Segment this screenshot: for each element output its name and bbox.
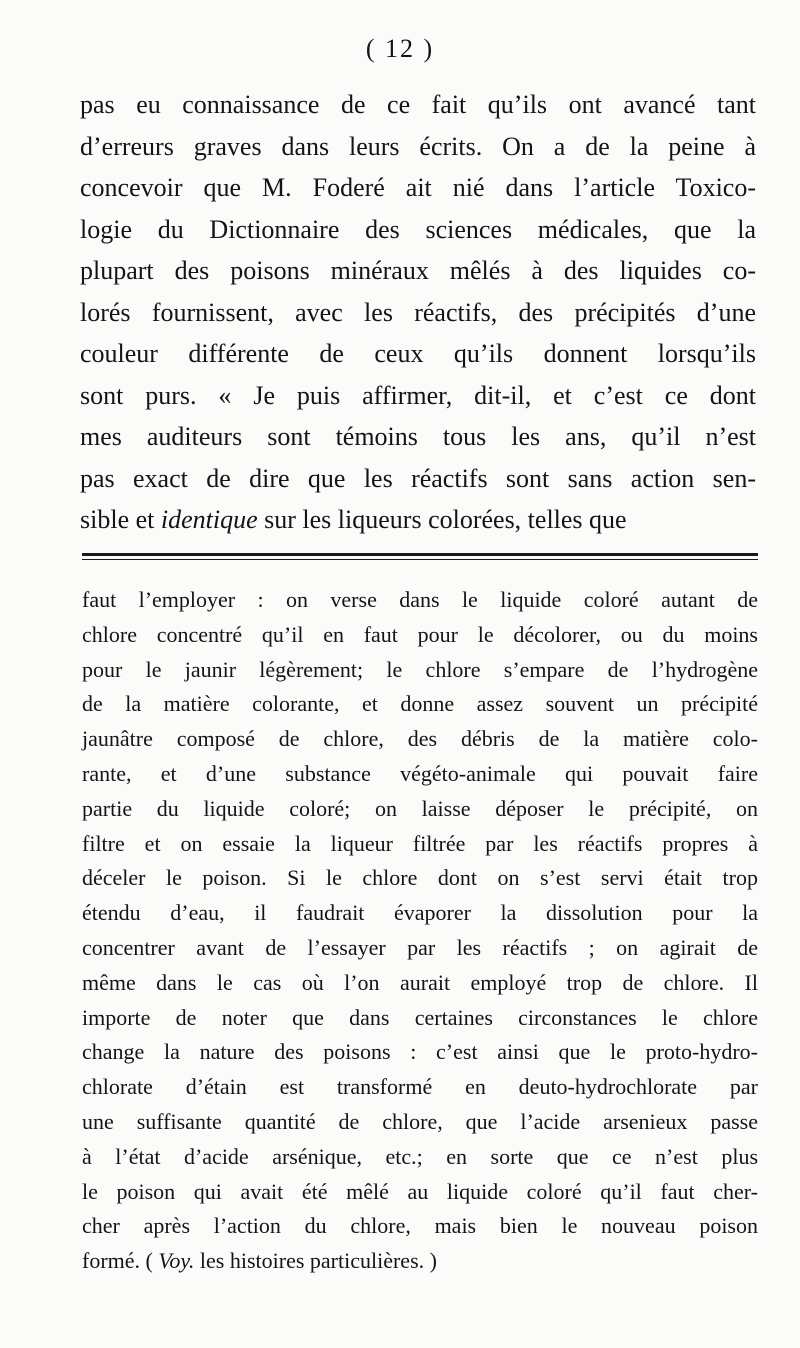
footnote-line: filtre et on essaie la liqueur filtrée par les réactifs propres à <box>82 830 758 856</box>
main-text-line: pas eu connaissance de ce fait qu’ils ont avancé tant <box>80 90 756 119</box>
main-text-line: pas exact de dire que les réactifs sont sans action sen- <box>80 463 756 493</box>
footnote-text <box>82 583 758 1279</box>
footnote-line: faut l’employer : on verse dans le liquide coloré autant de <box>82 587 758 612</box>
footnote-line: déceler le poison. Si le chlore dont on s’est servi était trop <box>82 865 758 891</box>
footnote-line: rante, et d’une substance végéto-animale qui pouvait faire <box>82 760 758 786</box>
footnote-line: même dans le cas où l’on aurait employé trop de chlore. Il <box>82 969 758 995</box>
footnote-last-line-end: les histoires particulières. ) <box>194 1248 437 1274</box>
main-text-line: lorés fournissent, avec les réactifs, des précipités d’une <box>80 297 756 327</box>
footnote-last-line-start: formé. ( <box>82 1248 159 1274</box>
footnote-separator-thin <box>82 559 758 560</box>
footnote-line: à l’état d’acide arsénique, etc.; en sorte que ce n’est plus <box>82 1143 758 1169</box>
main-text-line: d’erreurs graves dans leurs écrits. On a de la peine à <box>80 131 756 161</box>
footnote-line: cher après l’action du chlore, mais bien le nouveau poison <box>82 1213 758 1239</box>
main-text-last-line <box>80 499 756 541</box>
footnote-line: une suffisante quantité de chlore, que l’acide arsenieux passe <box>82 1108 758 1134</box>
footnote-line: partie du liquide coloré; on laisse déposer le précipité, on <box>82 795 758 821</box>
main-text-line: mes auditeurs sont témoins tous les ans, qu’il n’est <box>80 422 756 451</box>
main-last-line-start: sible et <box>80 505 161 534</box>
footnote-line: concentrer avant de l’essayer par les réactifs ; on agirait de <box>82 934 758 960</box>
main-text-line: sont purs. « Je puis affirmer, dit-il, et c’est ce dont <box>80 380 756 410</box>
footnote-line: chlore concentré qu’il en faut pour le décolorer, ou du moins <box>82 621 758 647</box>
footnote-line: importe de noter que dans certaines circonstances le chlore <box>82 1004 758 1030</box>
footnote-line: jaunâtre composé de chlore, des débris de la matière colo- <box>82 726 758 752</box>
main-text-line: couleur différente de ceux qu’ils donnent lorsqu’ils <box>80 339 756 368</box>
main-last-line-end: sur les liqueurs colorées, telles que <box>257 505 627 534</box>
page-number: ( 12 ) <box>365 34 435 63</box>
main-text-line: concevoir que M. Foderé ait nié dans l’article Toxico- <box>80 173 756 202</box>
footnote-line: change la nature des poisons : c’est ainsi que le proto-hydro- <box>82 1039 758 1065</box>
main-text <box>80 84 756 541</box>
footnote-line: chlorate d’étain est transformé en deuto-hydrochlorate par <box>82 1074 758 1100</box>
main-text-line: logie du Dictionnaire des sciences médicales, que la <box>80 214 756 244</box>
footnote-line: de la matière colorante, et donne assez souvent un précipité <box>82 691 758 717</box>
italic-word-voy: Voy. <box>158 1248 195 1274</box>
footnote-line: étendu d’eau, il faudrait évaporer la dissolution pour la <box>82 900 758 926</box>
footnote-separator-thick <box>82 553 758 556</box>
main-text-line: plupart des poisons minéraux mêlés à des liquides co- <box>80 256 756 285</box>
footnote-line: le poison qui avait été mêlé au liquide coloré qu’il faut cher- <box>82 1178 758 1204</box>
footnote-last-line <box>82 1244 758 1279</box>
footnote-line: pour le jaunir légèrement; le chlore s’empare de l’hydrogène <box>82 656 758 682</box>
italic-word-identique: identique <box>160 505 258 534</box>
